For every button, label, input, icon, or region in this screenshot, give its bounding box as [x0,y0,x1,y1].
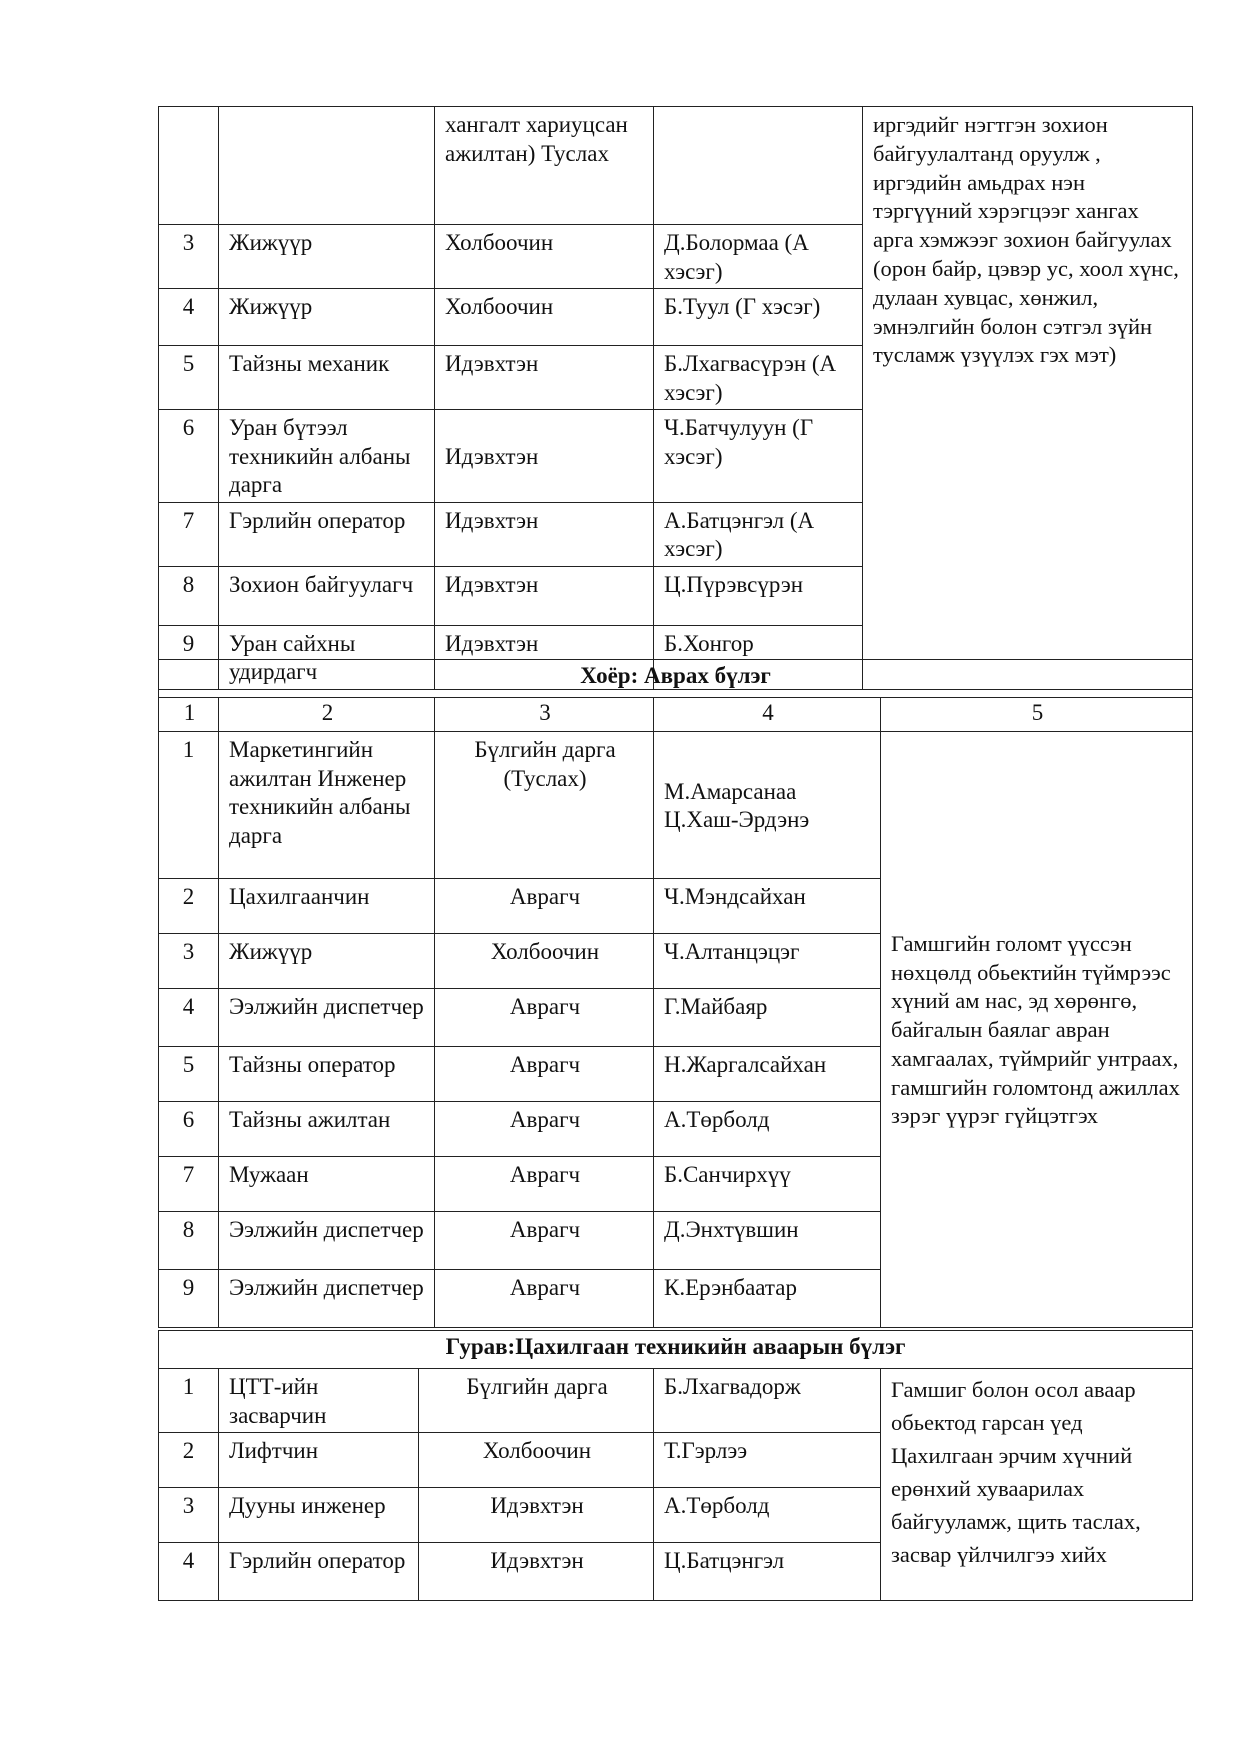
row-number: 9 [159,1270,219,1328]
row-name: Г.Майбаяр [654,989,881,1047]
row-role: Бүлгийн дарга (Туслах) [435,732,654,879]
row-role: Холбоочин [419,1433,654,1488]
row-number: 1 [159,1369,219,1433]
row-name: А.Төрболд [654,1488,881,1543]
row-name [654,107,863,225]
row-name: К.Ерэнбаатар [654,1270,881,1328]
row-role: Идэвхтэн [419,1543,654,1601]
row-name: Н.Жаргалсайхан [654,1047,881,1102]
row-number: 4 [159,1543,219,1601]
row-number: 2 [159,1433,219,1488]
column-header-row [159,698,1193,732]
group-duty-description: иргэдийг нэгтгэн зохион байгуулалтанд оруулж , иргэдийн амьдрах нэн тэргүүний хэрэгцээг хангах арга хэмжээг зохион байгуулах (орон байр, цэвэр ус, хоол хүнс, дулаан хувцас, хөнжил, эмнэлгийн болон сэтгэл зүйн тусламж үзүүлэх гэх мэт) [863,107,1193,690]
row-position [219,107,435,225]
group-one-table [158,106,1193,690]
row-position: ЦТТ-ийн засварчин [219,1369,419,1433]
row-name: А.Төрболд [654,1102,881,1157]
row-role: Идэвхтэн [435,566,654,625]
row-number: 3 [159,934,219,989]
row-number: 6 [159,410,219,503]
row-name: Т.Гэрлээ [654,1433,881,1488]
row-name: Б.Лхагвасүрэн (А хэсэг) [654,346,863,410]
row-name: Ч.Батчулуун (Г хэсэг) [654,410,863,503]
row-role: Холбоочин [435,289,654,346]
group-duty-description: Гамшгийн голомт үүссэн нөхцөлд обьектийн түймрээс хүний ам нас, эд хөрөнгө, байгалын баялаг авран хамгаалах, түймрийг унтраах, гамшгийн голомтонд ажиллах зэрэг үүрэг гүйцэтгэх [881,732,1193,1328]
row-role: Идэвхтэн [435,625,654,689]
row-role: Идэвхтэн [435,502,654,566]
row-position: Ээлжийн диспетчер [219,1270,435,1328]
row-number: 7 [159,1157,219,1212]
row-position: Мужаан [219,1157,435,1212]
table-row [159,107,1193,225]
table-row [159,732,1193,879]
row-name: Ц.Пүрэвсүрэн [654,566,863,625]
row-number: 8 [159,566,219,625]
row-number: 4 [159,289,219,346]
section-title-row [159,660,1193,698]
row-role: Аврагч [435,1212,654,1270]
row-name: М.Амарсанаа Ц.Хаш-Эрдэнэ [654,732,881,879]
row-number: 5 [159,346,219,410]
section-title: Хоёр: Аврах бүлэг [159,660,1193,698]
row-number [159,107,219,225]
row-role: Идэвхтэн [435,346,654,410]
column-header: 2 [219,698,435,732]
rescue-group-table [158,659,1193,1328]
row-role: Идэвхтэн [435,410,654,503]
row-position: Жижүүр [219,934,435,989]
row-number: 7 [159,502,219,566]
row-position: Маркетингийн ажилтан Инженер техникийн албаны дарга [219,732,435,879]
row-position: Тайзны оператор [219,1047,435,1102]
row-role: Идэвхтэн [419,1488,654,1543]
row-role: Аврагч [435,879,654,934]
row-name: Ч.Алтанцэцэг [654,934,881,989]
column-header: 3 [435,698,654,732]
row-name: Б.Лхагвадорж [654,1369,881,1433]
column-header: 4 [654,698,881,732]
row-number: 9 [159,625,219,689]
row-position: Жижүүр [219,225,435,289]
row-role: Холбоочин [435,225,654,289]
row-number: 8 [159,1212,219,1270]
section-title-row [159,1331,1193,1369]
row-number: 4 [159,989,219,1047]
row-position: Гэрлийн оператор [219,1543,419,1601]
row-number: 5 [159,1047,219,1102]
row-name: Б.Хонгор [654,625,863,689]
row-position: Уран сайхны удирдагч [219,625,435,689]
row-position: Тайзны механик [219,346,435,410]
row-name: Б.Санчирхүү [654,1157,881,1212]
row-position: Цахилгаанчин [219,879,435,934]
row-role: хангалт хариуцсан ажилтан) Туслах [435,107,654,225]
row-role: Аврагч [435,989,654,1047]
row-position: Тайзны ажилтан [219,1102,435,1157]
row-position: Гэрлийн оператор [219,502,435,566]
row-position: Лифтчин [219,1433,419,1488]
row-number: 2 [159,879,219,934]
row-name: Ц.Батцэнгэл [654,1543,881,1601]
group-duty-description: Гамшиг болон осол аваар обьектод гарсан үед Цахилгаан эрчим хүчний ерөнхий хуваарилах байгууламж, щить таслах, засвар үйлчилгээ хийх [881,1369,1193,1601]
row-name: Б.Туул (Г хэсэг) [654,289,863,346]
row-number: 1 [159,732,219,879]
row-position: Зохион байгуулагч [219,566,435,625]
row-position: Ээлжийн диспетчер [219,989,435,1047]
section-title: Гурав:Цахилгаан техникийн аваарын бүлэг [159,1331,1193,1369]
row-name: Д.Энхтүвшин [654,1212,881,1270]
column-header: 1 [159,698,219,732]
row-role: Бүлгийн дарга [419,1369,654,1433]
row-name: Ч.Мэндсайхан [654,879,881,934]
row-name: А.Батцэнгэл (А хэсэг) [654,502,863,566]
column-header: 5 [881,698,1193,732]
row-name: Д.Болормаа (А хэсэг) [654,225,863,289]
row-position: Ээлжийн диспетчер [219,1212,435,1270]
row-role: Холбоочин [435,934,654,989]
row-position: Жижүүр [219,289,435,346]
row-role: Аврагч [435,1270,654,1328]
table-row [159,1369,1193,1433]
row-role: Аврагч [435,1157,654,1212]
row-role: Аврагч [435,1047,654,1102]
electrical-emergency-group-table [158,1330,1193,1601]
row-number: 3 [159,225,219,289]
row-role: Аврагч [435,1102,654,1157]
row-number: 6 [159,1102,219,1157]
row-position: Уран бүтээл техникийн албаны дарга [219,410,435,503]
row-number: 3 [159,1488,219,1543]
row-position: Дууны инженер [219,1488,419,1543]
